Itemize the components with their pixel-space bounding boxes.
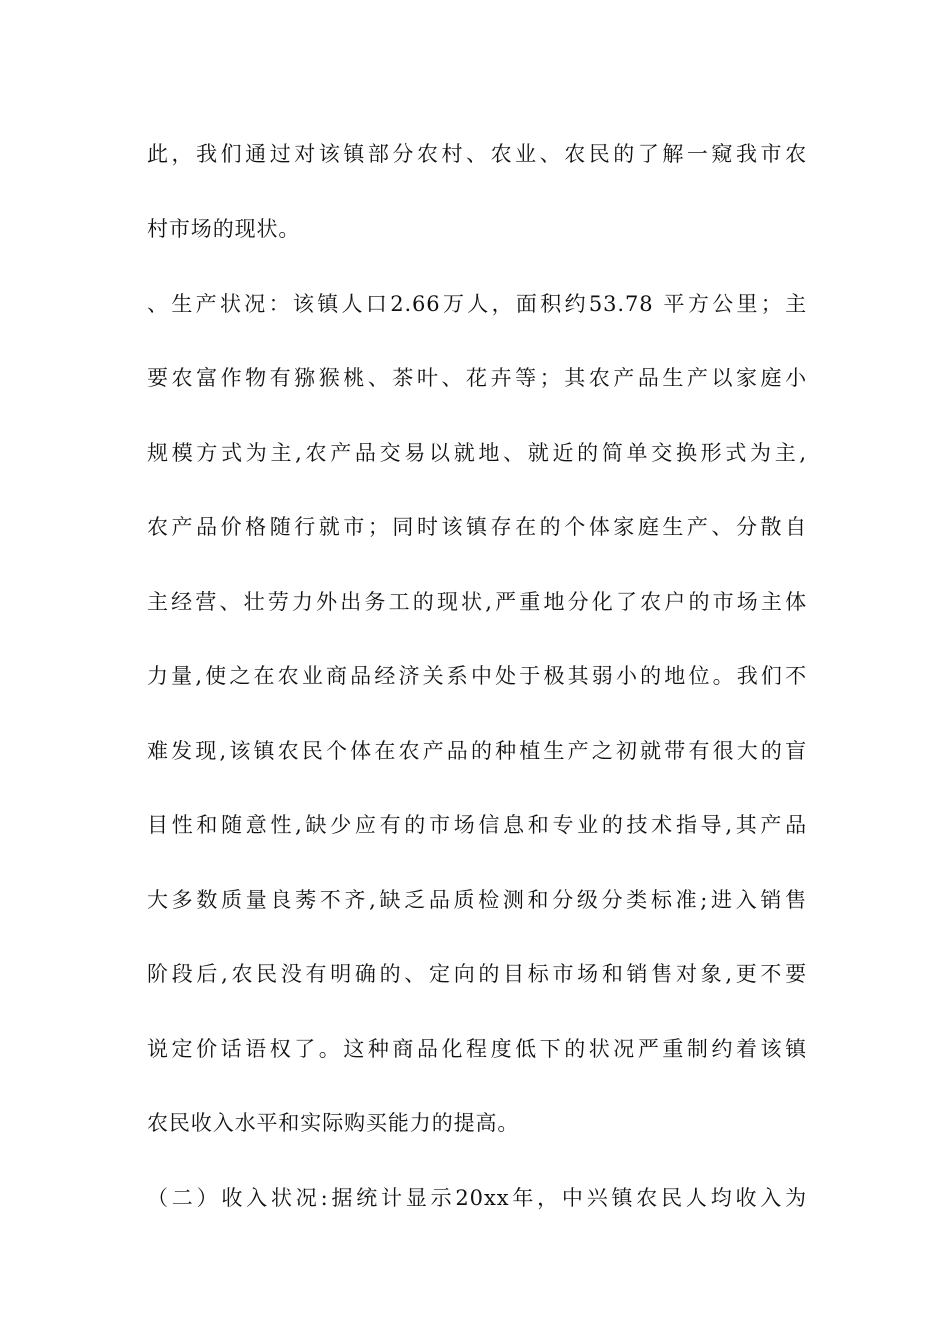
text-line-13: 说定价话语权了。这种商品化程度低下的状况严重制约着该镇 <box>147 1037 807 1061</box>
text-line-7: 主经营、壮劳力外出务工的现状,严重地分化了农户的市场主体 <box>147 590 807 614</box>
text-line-11: 大多数质量良莠不齐,缺乏品质检测和分级分类标准;进入销售 <box>147 888 807 912</box>
text-line-14: 农民收入水平和实际购买能力的提高。 <box>147 1111 520 1135</box>
text-line-8: 力量,使之在农业商品经济关系中处于极其弱小的地位。我们不 <box>147 664 807 688</box>
text-line-10: 目性和随意性,缺少应有的市场信息和专业的技术指导,其产品 <box>147 813 807 837</box>
text-line-4: 要农富作物有猕猴桃、茶叶、花卉等；其农产品生产以家庭小 <box>147 366 807 390</box>
text-line-5: 规模方式为主,农产品交易以就地、就近的简单交换形式为主, <box>147 441 807 465</box>
text-line-12: 阶段后,农民没有明确的、定向的目标市场和销售对象,更不要 <box>147 962 807 986</box>
text-line-15: （二）收入状况:据统计显示20xx年，中兴镇农民人均收入为 <box>147 1186 807 1210</box>
text-line-2: 村市场的现状。 <box>147 217 301 241</box>
text-line-3: 、生产状况：该镇人口2.66万人，面积约53.78 平方公里；主 <box>147 292 807 316</box>
text-line-6: 农产品价格随行就市；同时该镇存在的个体家庭生产、分散自 <box>147 515 807 539</box>
text-line-9: 难发现,该镇农民个体在农产品的种植生产之初就带有很大的盲 <box>147 739 807 763</box>
text-line-1: 此，我们通过对该镇部分农村、农业、农民的了解一窥我市农 <box>147 142 807 166</box>
